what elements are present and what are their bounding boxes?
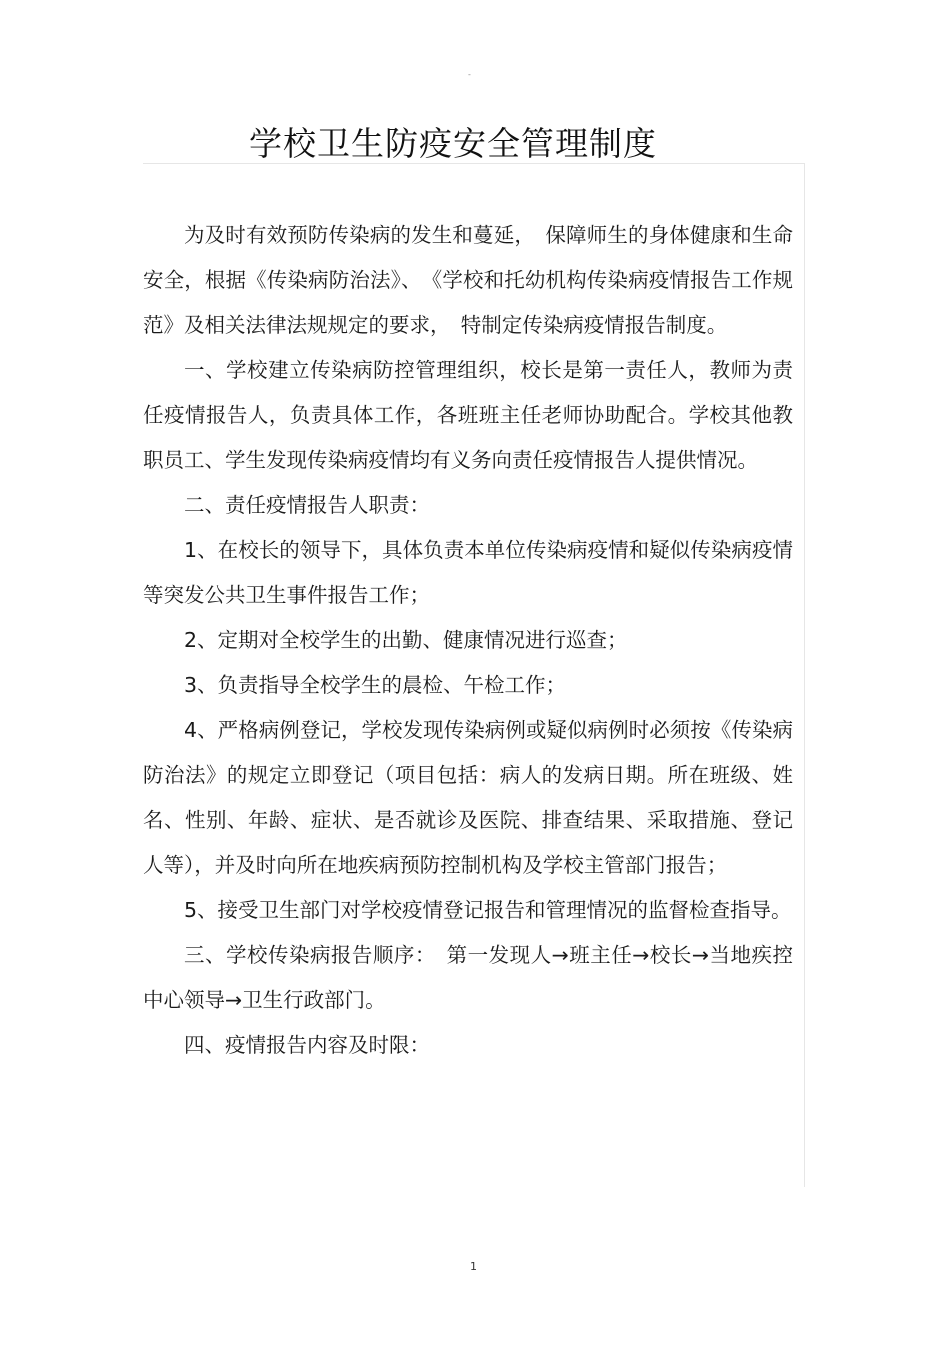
paragraph-section-2-heading: 二、责任疫情报告人职责： — [184, 493, 430, 517]
paragraph-duty-5: 5、接受卫生部门对学校疫情登记报告和管理情况的监督检查指导。 — [184, 898, 792, 922]
paragraph-duty-4: 4、严格病例登记，学校发现传染病例或疑似病例时必须按《传染病防治法》的规定立即登记（项目包括：病人的发病日期。所在班级、姓名、性别、年龄、症状、是否就诊及医院、排查结果、采取措施、登记人等），并及时向所在地疾病预防控制机构及学校主管部门报告； — [143, 718, 793, 877]
document-title: 学校卫生防疫安全管理制度 — [249, 124, 657, 163]
document-body — [143, 213, 793, 1068]
paragraph-section-4-heading: 四、疫情报告内容及时限： — [184, 1033, 430, 1057]
paragraph-section-1: 一、学校建立传染病防控管理组织，校长是第一责任人，教师为责任疫情报告人，负责具体工作，各班班主任老师协助配合。学校其他教职员工、学生发现传染病疫情均有义务向责任疫情报告人提供情况。 — [143, 358, 793, 472]
header-mark: - — [468, 70, 471, 79]
paragraph-duty-3: 3、负责指导全校学生的晨检、午检工作； — [184, 673, 567, 697]
paragraph-duty-1: 1、在校长的领导下，具体负责本单位传染病疫情和疑似传染病疫情等突发公共卫生事件报告工作； — [143, 538, 793, 607]
paragraph-intro: 为及时有效预防传染病的发生和蔓延， 保障师生的身体健康和生命安全，根据《传染病防治法》、 《学校和托幼机构传染病疫情报告工作规范》及相关法律法规规定的要求， 特制定传染病疫情报告制度。 — [143, 223, 793, 337]
paragraph-duty-2: 2、定期对全校学生的出勤、健康情况进行巡查； — [184, 628, 628, 652]
paragraph-section-3: 三、学校传染病报告顺序： 第一发现人→班主任→校长→当地疾控中心领导→卫生行政部门。 — [143, 943, 793, 1012]
page-number: 1 — [470, 1260, 477, 1273]
